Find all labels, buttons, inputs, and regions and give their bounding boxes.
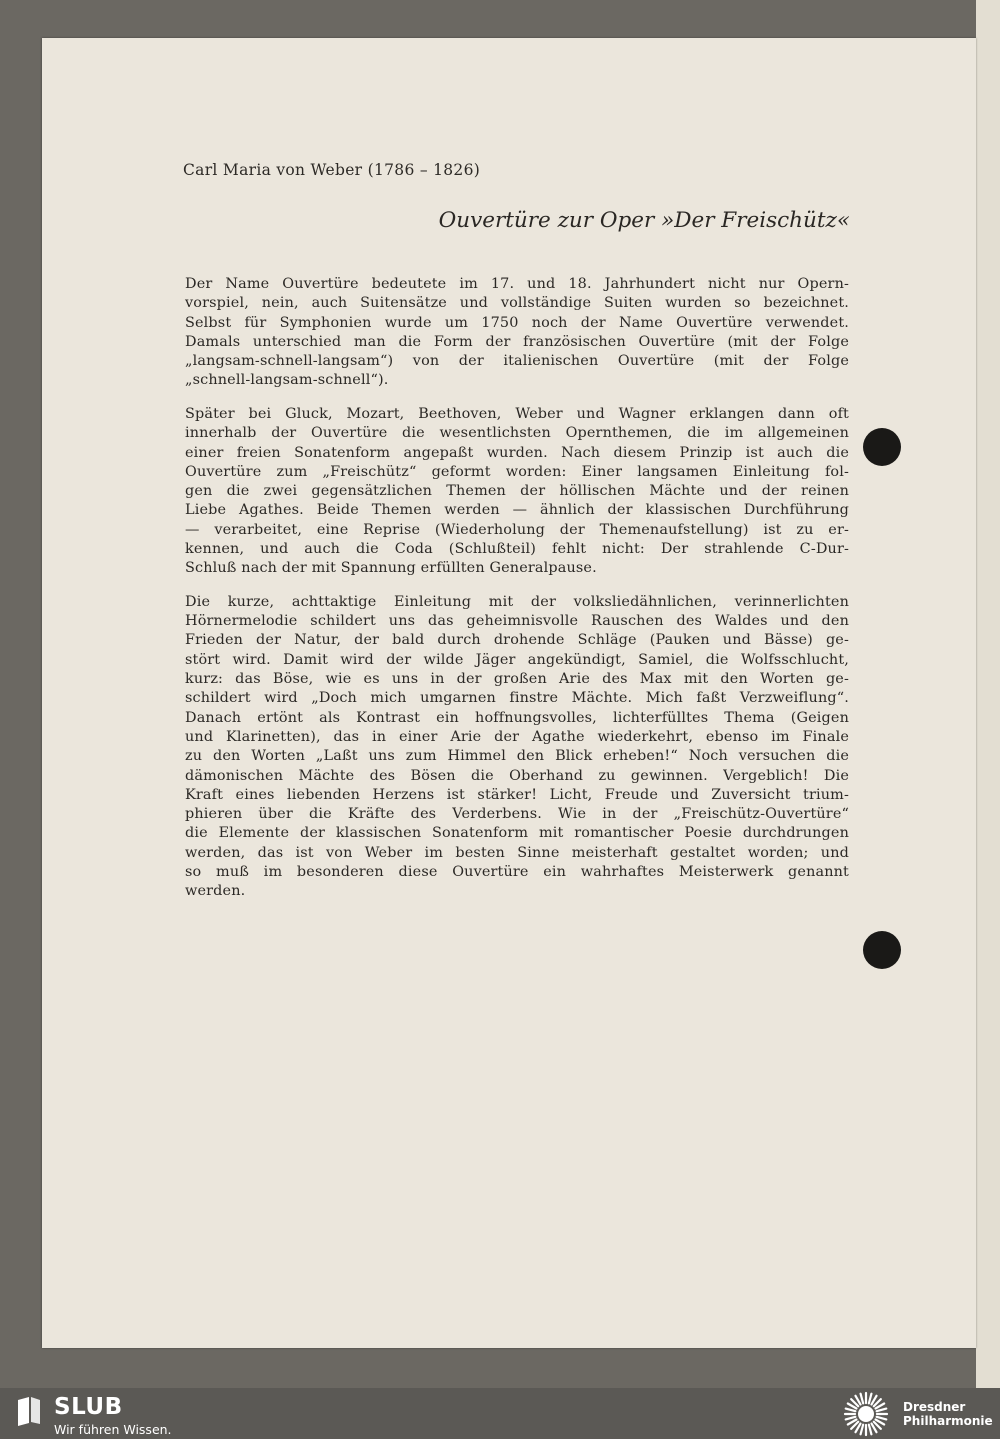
philharmonie-name-line-1: Dresdner [903,1400,966,1414]
sunburst-ray [846,1417,856,1420]
sunburst-ray [861,1394,864,1404]
text-line: werden. [185,883,246,900]
text-line: Selbst für Symphonien wurde um 1750 noch der Name Ouvertüre verwendet. [185,314,849,331]
philharmonie-sunburst-icon[interactable] [843,1391,889,1437]
text-line: zu den Worten „Laßt uns zum Himmel den Blick erheben!“ Noch versuchen die [185,748,849,765]
philharmonie-name-line-2: Philharmonie [903,1414,993,1428]
sunburst-ray [869,1425,872,1435]
text-line: so muß im besonderen diese Ouvertüre ein wahrhaftes Meisterwerk genannt [185,863,849,880]
sunburst-ray [869,1394,872,1404]
text-line: schildert wird „Doch mich umgarnen finstre Mächte. Mich faßt Verzweiflung“. [185,690,849,707]
sunburst-ray [861,1425,864,1435]
text-line: innerhalb der Ouvertüre die wesentlichsten Opernthemen, die im allgemeinen [185,425,849,442]
paragraph-3 [185,593,849,902]
text-line: stört wird. Damit wird der wilde Jäger angekündigt, Samiel, die Wolfsschlucht, [185,651,849,668]
text-line: Die kurze, achttaktige Einleitung mit der volksliedähnlichen, verinnerlichten [185,593,849,610]
punch-hole [863,428,901,466]
text-line: dämonischen Mächte des Bösen die Oberhand zu gewinnen. Vergeblich! Die [185,767,849,784]
philharmonie-name[interactable] [903,1400,993,1428]
text-line: „schnell-langsam-schnell“). [185,372,389,389]
text-line: — verarbeitet, eine Reprise (Wiederholung der Themenaufstellung) ist zu er- [185,521,849,538]
text-line: Der Name Ouvertüre bedeutete im 17. und 18. Jahrhundert nicht nur Opern- [185,276,849,292]
document-body [185,275,849,916]
text-line: phieren über die Kräfte des Verderbens. Wie in der „Freischütz-Ouvertüre“ [185,806,849,823]
text-line: kurz: das Böse, wie es uns in der großen Arie des Max mit den Worten ge- [185,671,849,688]
text-line: Hörnermelodie schildert uns das geheimnisvolle Rauschen des Waldes und den [185,613,849,630]
text-line: werden, das ist von Weber im besten Sinne meisterhaft gestaltet worden; und [185,844,849,861]
sunburst-ray [877,1417,887,1420]
document-page [42,38,976,1348]
slub-tagline: Wir führen Wissen. [54,1422,172,1437]
text-line: vorspiel, nein, auch Suitensätze und vollständige Suiten wurden so bezeichnet. [185,295,849,312]
text-line: Schluß nach der mit Spannung erfüllten Generalpause. [185,560,597,577]
sunburst-ray [877,1409,887,1412]
text-line: die Elemente der klassischen Sonatenform mit romantischer Poesie durchdrungen [185,825,849,842]
sunburst-ray [846,1409,856,1412]
text-line: Liebe Agathes. Beide Themen werden — ähnlich der klassischen Durchführung [185,502,849,519]
document-title: Ouvertüre zur Oper »Der Freischütz« [438,208,850,233]
slub-name[interactable]: SLUB [54,1394,123,1420]
text-line: Danach ertönt als Kontrast ein hoffnungsvolles, lichterfülltes Thema (Geigen [185,709,849,726]
paragraph-1 [185,275,849,391]
text-line: einer freien Sonatenform angepaßt wurden. Nach diesem Prinzip ist auch die [185,444,849,461]
text-line: Kraft eines liebenden Herzens ist stärker! Licht, Freude und Zuversicht trium- [185,786,849,803]
text-line: gen die zwei gegensätzlichen Themen der höllischen Mächte und der reinen [185,483,849,500]
page-edge [976,0,1000,1388]
text-line: und Klarinetten), das in einer Arie der Agathe wiederkehrt, ebenso im Finale [185,728,849,745]
footer-bar [0,1388,1000,1439]
text-line: Später bei Gluck, Mozart, Beethoven, Weber und Wagner erklangen dann oft [185,405,849,422]
text-line: Damals unterschied man die Form der französischen Ouvertüre (mit der Folge [185,333,849,350]
text-line: Frieden der Natur, der bald durch drohende Schläge (Pauken und Bässe) ge- [185,632,849,649]
slub-book-icon[interactable] [16,1396,42,1426]
author-heading: Carl Maria von Weber (1786 – 1826) [183,161,481,179]
text-line: Ouvertüre zum „Freischütz“ geformt worden: Einer langsamen Einleitung fol- [185,463,849,480]
text-line: kennen, und auch die Coda (Schlußteil) fehlt nicht: Der strahlende C-Dur- [185,541,849,558]
punch-hole [863,931,901,969]
paragraph-2 [185,405,849,579]
text-line: „langsam-schnell-langsam“) von der italienischen Ouvertüre (mit der Folge [185,353,849,370]
